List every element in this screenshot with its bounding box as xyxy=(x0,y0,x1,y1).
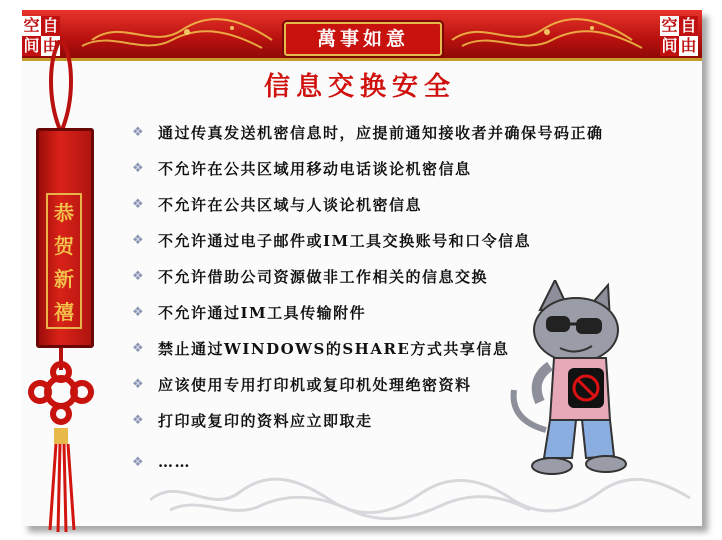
list-item xyxy=(132,156,692,180)
diamond-bullet-icon: ❖ xyxy=(132,376,144,392)
list-item-text: 禁止通过WINDOWS的SHARE方式共享信息 xyxy=(158,339,510,358)
list-item xyxy=(132,192,692,216)
scroll-char: 禧 xyxy=(54,300,74,324)
corner-char: 间 xyxy=(23,36,40,55)
cat-mascot-icon xyxy=(510,280,650,480)
diamond-bullet-icon: ❖ xyxy=(132,268,144,284)
list-item-text: 不允许在公共区域与人谈论机密信息 xyxy=(158,195,423,214)
diamond-bullet-icon: ❖ xyxy=(132,412,144,428)
list-item-text: …… xyxy=(158,453,191,471)
corner-char: 空 xyxy=(661,16,678,35)
list-item xyxy=(132,120,692,144)
corner-char: 空 xyxy=(23,16,40,35)
list-item-text: 不允许通过电子邮件或IM工具交换账号和口令信息 xyxy=(158,231,532,250)
list-item-text: 通过传真发送机密信息时，应提前通知接收者并确保号码正确 xyxy=(158,123,604,142)
diamond-bullet-icon: ❖ xyxy=(132,454,144,470)
corner-seal-right xyxy=(660,16,698,56)
diamond-bullet-icon: ❖ xyxy=(132,340,144,356)
diamond-bullet-icon: ❖ xyxy=(132,232,144,248)
corner-char: 间 xyxy=(661,36,678,55)
banner-plaque: 萬事如意 xyxy=(284,22,442,56)
corner-char: 由 xyxy=(42,36,59,55)
list-item-text: 不允许借助公司资源做非工作相关的信息交换 xyxy=(158,267,489,286)
scroll-char: 恭 xyxy=(54,201,74,225)
corner-char: 自 xyxy=(42,16,59,35)
page-title: 信息交换安全 xyxy=(263,72,456,102)
diamond-bullet-icon: ❖ xyxy=(132,196,144,212)
list-item-text: 不允许在公共区域用移动电话谈论机密信息 xyxy=(158,159,472,178)
scroll-char: 新 xyxy=(54,267,74,291)
list-item-text: 应该使用专用打印机或复印机处理绝密资料 xyxy=(158,375,472,394)
list-item xyxy=(132,228,692,252)
scroll-char: 贺 xyxy=(54,234,74,258)
scroll-text-frame xyxy=(46,193,82,329)
diamond-bullet-icon: ❖ xyxy=(132,124,144,140)
corner-char: 自 xyxy=(680,16,697,35)
list-item-text: 打印或复印的资料应立即取走 xyxy=(158,411,373,430)
list-item-text: 不允许通过IM工具传输附件 xyxy=(158,303,367,322)
greeting-scroll xyxy=(36,128,94,348)
cloud-pattern-icon xyxy=(150,470,700,520)
diamond-bullet-icon: ❖ xyxy=(132,304,144,320)
diamond-bullet-icon: ❖ xyxy=(132,160,144,176)
corner-char: 由 xyxy=(680,36,697,55)
